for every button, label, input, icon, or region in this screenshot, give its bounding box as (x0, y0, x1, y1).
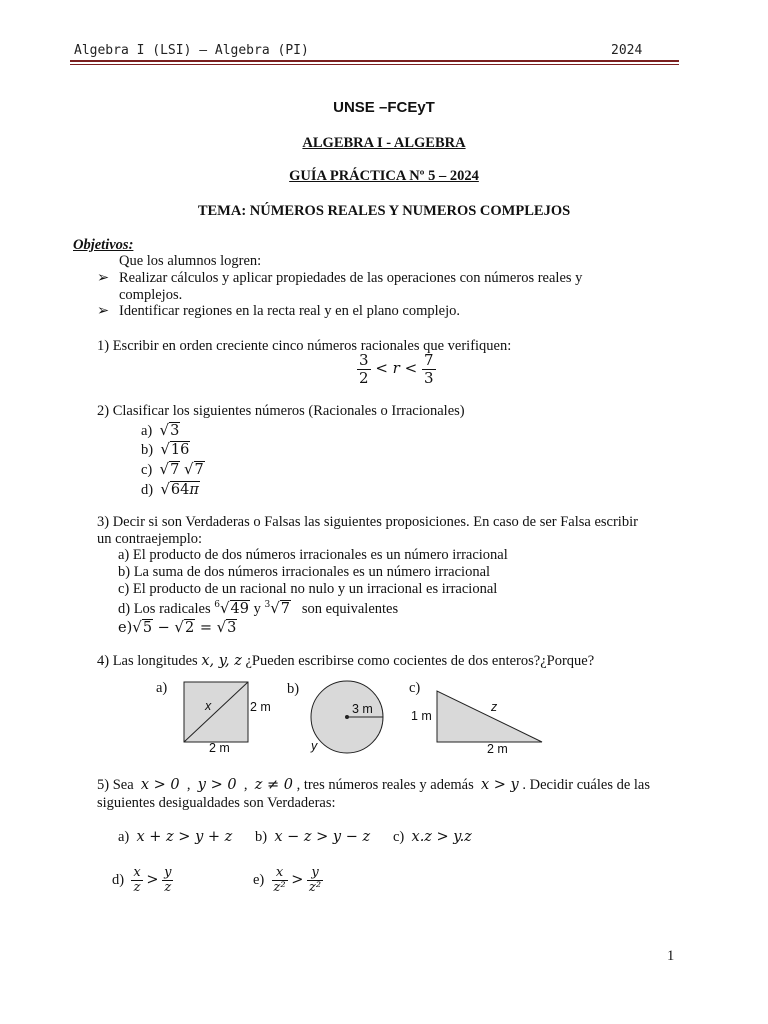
q5-item-c: c) x.z > y.z (393, 829, 472, 845)
q3-text: 3) Decir si son Verdaderas o Falsas las siguientes proposiciones. En caso de ser Falsa escribir (97, 514, 638, 530)
q3-item-a: a) El producto de dos números irracionales es un número irracional (118, 547, 508, 563)
fig-b-label: b) (287, 681, 300, 697)
q5-item-e: e) $\frac{x}{\text{z²}}$ > $\frac{y}{\text{z²}}$ (253, 865, 322, 896)
q5-item-a: a) x + z > y + z (118, 829, 233, 845)
q3-item-d: d) Los radicales $^6$√49 y $^3$√7 son equivalentes (118, 599, 399, 617)
arrow-bullet-icon: ➢ (97, 270, 110, 286)
q5-text: 5) Sea x > 0 , y > 0 , z ≠ 0 , tres números reales y además x > y . Decidir cuáles de las (97, 777, 651, 793)
guide-title: GUÍA PRÁCTICA Nº 5 – 2024 (289, 168, 479, 184)
q3-item-c: c) El producto de un racional no nulo y un irracional es irracional (118, 581, 498, 597)
circle-arc-label: y (311, 739, 318, 753)
arrow-bullet-icon: ➢ (97, 303, 110, 319)
q3-item-b: b) La suma de dos números irracionales es un número irracional (118, 564, 491, 580)
header-left: Algebra I (LSI) – Algebra (PI) (74, 43, 309, 58)
topic-title: TEMA: NÚMEROS REALES Y NUMEROS COMPLEJOS (197, 203, 571, 219)
header-rule-thin (70, 64, 679, 65)
triangle-figure (434, 688, 549, 746)
q5-item-b: b) x − z > y − z (255, 829, 371, 845)
circle-radius-label: 3 m (352, 702, 373, 716)
q2-text: 2) Clasificar los siguientes números (Racionales o Irracionales) (97, 403, 465, 419)
q3-item-e: e)√5 − √2 = √3 (118, 618, 237, 636)
fig-c-label: c) (409, 680, 421, 696)
triangle-height-label: 1 m (411, 709, 432, 723)
q3-text-cont: un contraejemplo: (97, 531, 203, 547)
header-rule (70, 60, 679, 62)
q5-item-d: d) $\frac{x}{z}$ > $\frac{y}{z}$ (112, 865, 172, 896)
header-year: 2024 (611, 43, 643, 58)
q2-item-a: a) √3 (141, 421, 180, 439)
objective-item-1: ➢ Realizar cálculos y aplicar propiedades de las operaciones con números reales y (97, 270, 583, 286)
q2-item-d: d) √64π (141, 480, 199, 498)
course-title: ALGEBRA I - ALGEBRA (302, 135, 466, 151)
institution-title: UNSE –FCEyT (333, 99, 435, 116)
triangle-shape (437, 691, 542, 742)
square-figure (180, 678, 280, 758)
q2-item-b: b) √16 (141, 440, 190, 458)
circle-center (345, 715, 349, 719)
objective-item-2: ➢ Identificar regiones en la recta real y en el plano complejo. (97, 303, 460, 319)
q4-text: 4) Las longitudes x, y, z ¿Pueden escribirse como cocientes de dos enteros?¿Porque? (97, 653, 595, 669)
square-bottom-label: 2 m (209, 741, 230, 755)
square-side-label: 2 m (250, 700, 271, 714)
square-diagonal-label: x (205, 699, 212, 713)
q1-text: 1) Escribir en orden creciente cinco números racionales que verifiquen: (97, 338, 512, 354)
q5-text-cont: siguientes desigualdades son Verdaderas: (97, 795, 336, 811)
objective-item-1-cont: complejos. (119, 287, 183, 303)
page-number: 1 (667, 948, 675, 964)
q2-item-c: c) √7 √7 (141, 460, 204, 478)
objectives-heading: Objetivos: (73, 237, 134, 253)
triangle-base-label: 2 m (487, 742, 508, 756)
q1-inequality: $\frac{3}{2}$ < r < $\frac{7}{3}$ (359, 351, 434, 387)
objectives-intro: Que los alumnos logren: (119, 253, 262, 269)
fig-a-label: a) (156, 680, 168, 696)
triangle-hyp-label: z (491, 700, 498, 714)
